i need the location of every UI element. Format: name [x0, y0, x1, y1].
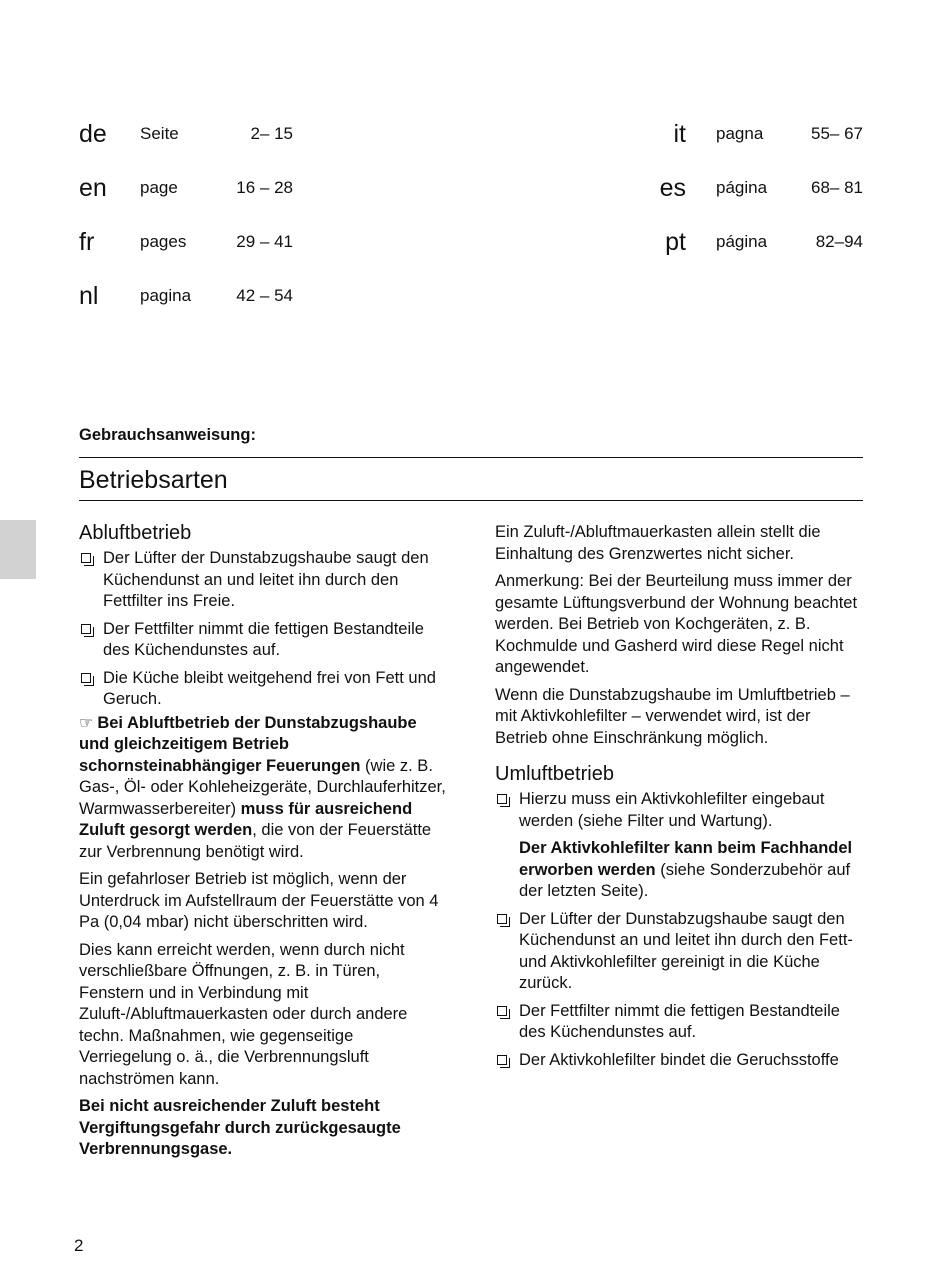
top-rule — [79, 457, 863, 458]
language-page-word: pages — [140, 232, 187, 251]
page-thumb-tab — [0, 520, 36, 579]
paragraph: Ein gefahrloser Betrieb ist möglich, wenn der Unterdruck im Aufstellraum der Feuerstätte von 4 Pa (0,04 mbar) nicht überschritten wird. — [79, 870, 439, 931]
list-item-text: Die Küche bleibt weitgehend frei von Fett und Geruch. — [103, 668, 436, 708]
language-code: pt — [665, 228, 686, 256]
language-code: fr — [79, 228, 95, 256]
checkbox-bullet-icon — [497, 1006, 507, 1016]
language-page-range: 16 – 28 — [236, 178, 293, 197]
pointing-hand-icon: ☞ — [79, 714, 94, 732]
list-item — [79, 619, 449, 662]
language-code: it — [673, 120, 686, 148]
indented-note — [495, 838, 865, 903]
right-column — [495, 522, 865, 1077]
bottom-rule — [79, 500, 863, 501]
language-page-word: page — [140, 178, 178, 197]
list-item — [495, 1001, 865, 1044]
language-page-range: 82–94 — [815, 232, 863, 251]
list-item — [79, 548, 449, 613]
document-subtitle: Gebrauchsanweisung: — [79, 426, 256, 444]
checkbox-bullet-icon — [81, 553, 91, 563]
list-item-text: Der Fettfilter nimmt die fettigen Bestandteile des Küchendunstes auf. — [519, 1001, 840, 1041]
language-code: de — [79, 120, 107, 148]
section-title: Betriebsarten — [79, 466, 228, 494]
note-text: (wie z. B. Gas-, Öl- oder Kohleheizgeräte, Durchlauferhitzer, Warmwasserbereiter) — [79, 756, 446, 818]
paragraph: Dies kann erreicht werden, wenn durch nicht verschließbare Öffnungen, z. B. in Türen, Fenstern und in Verbindung mit Zuluft-/Abluftmauerkasten oder durch andere techn. Maßnahmen, wie gegenseitige Verriegelung o. ä., die Verbrennungsluft nachströmen kann. — [79, 940, 408, 1088]
paragraph: Anmerkung: Bei der Beurteilung muss immer der gesamte Lüftungsverbund der Wohnung beachtet werden. Bei Betrieb von Kochgeräten, z. B. Kochmulde und Gasherd wird diese Regel nicht angewendet. — [495, 572, 858, 676]
list-item-text: Der Aktivkohlefilter bindet die Geruchsstoffe — [519, 1050, 839, 1069]
language-page-range: 55– 67 — [811, 124, 863, 143]
language-page-word: página — [716, 178, 768, 197]
checkbox-bullet-icon — [497, 794, 507, 804]
list-item-text: Hierzu muss ein Aktivkohlefilter eingebaut werden (siehe Filter und Wartung). — [519, 790, 825, 830]
checkbox-bullet-icon — [81, 673, 91, 683]
list-item-text: Der Lüfter der Dunstabzugshaube saugt den Küchendunst an und leitet ihn durch den Fett- und Aktivkohlefilter gereinigt in die Küche zurück. — [519, 909, 853, 992]
warning-paragraph: Bei nicht ausreichender Zuluft besteht Vergiftungsgefahr durch zurückgesaugte Verbrennungsgase. — [79, 1097, 401, 1158]
language-page-word: pagna — [716, 124, 764, 143]
page-number: 2 — [74, 1236, 84, 1255]
paragraph: Ein Zuluft-/Abluftmauerkasten allein stellt die Einhaltung des Grenzwertes nicht sicher. — [495, 523, 821, 563]
umluft-heading: Umluftbetrieb — [495, 763, 614, 785]
list-item — [495, 909, 865, 995]
note-text: (siehe Sonderzubehör auf der letzten Seite). — [519, 860, 851, 900]
language-page-range: 68– 81 — [811, 178, 863, 197]
language-page-range: 29 – 41 — [236, 232, 293, 251]
list-item — [495, 789, 865, 832]
list-item — [79, 668, 449, 711]
language-page-range: 2– 15 — [250, 124, 293, 143]
language-page-word: Seite — [140, 124, 179, 143]
language-page-word: página — [716, 232, 768, 251]
checkbox-bullet-icon — [497, 914, 507, 924]
language-page-word: pagina — [140, 286, 192, 305]
checkbox-bullet-icon — [81, 624, 91, 634]
checkbox-bullet-icon — [497, 1055, 507, 1065]
left-column — [79, 520, 449, 1167]
abluft-heading: Abluftbetrieb — [79, 522, 192, 544]
note-bold-text: muss für ausreichend Zuluft gesorgt werden — [79, 799, 413, 839]
note-bold-text: Der Aktivkohlefilter kann beim Fachhandel erworben werden — [519, 839, 853, 879]
note-bold-text: Bei Abluftbetrieb der Dunstabzugshaube und gleichzeitigem Betrieb schornsteinabhängiger Feuerungen — [79, 713, 417, 775]
list-item — [495, 1050, 865, 1072]
safety-note — [79, 713, 449, 864]
note-text: , die von der Feuerstätte zur Verbrennung benötigt wird. — [79, 821, 432, 861]
language-code: es — [659, 174, 686, 202]
list-item-text: Der Fettfilter nimmt die fettigen Bestandteile des Küchendunstes auf. — [103, 619, 424, 659]
language-page-range: 42 – 54 — [236, 286, 293, 305]
language-code: en — [79, 174, 107, 202]
list-item-text: Der Lüfter der Dunstabzugshaube saugt den Küchendunst an und leitet ihn durch den Fettfilter ins Freie. — [103, 549, 429, 610]
paragraph: Wenn die Dunstabzugshaube im Umluftbetrieb – mit Aktivkohlefilter – verwendet wird, ist der Betrieb ohne Einschränkung möglich. — [495, 685, 850, 747]
language-code: nl — [79, 282, 99, 310]
